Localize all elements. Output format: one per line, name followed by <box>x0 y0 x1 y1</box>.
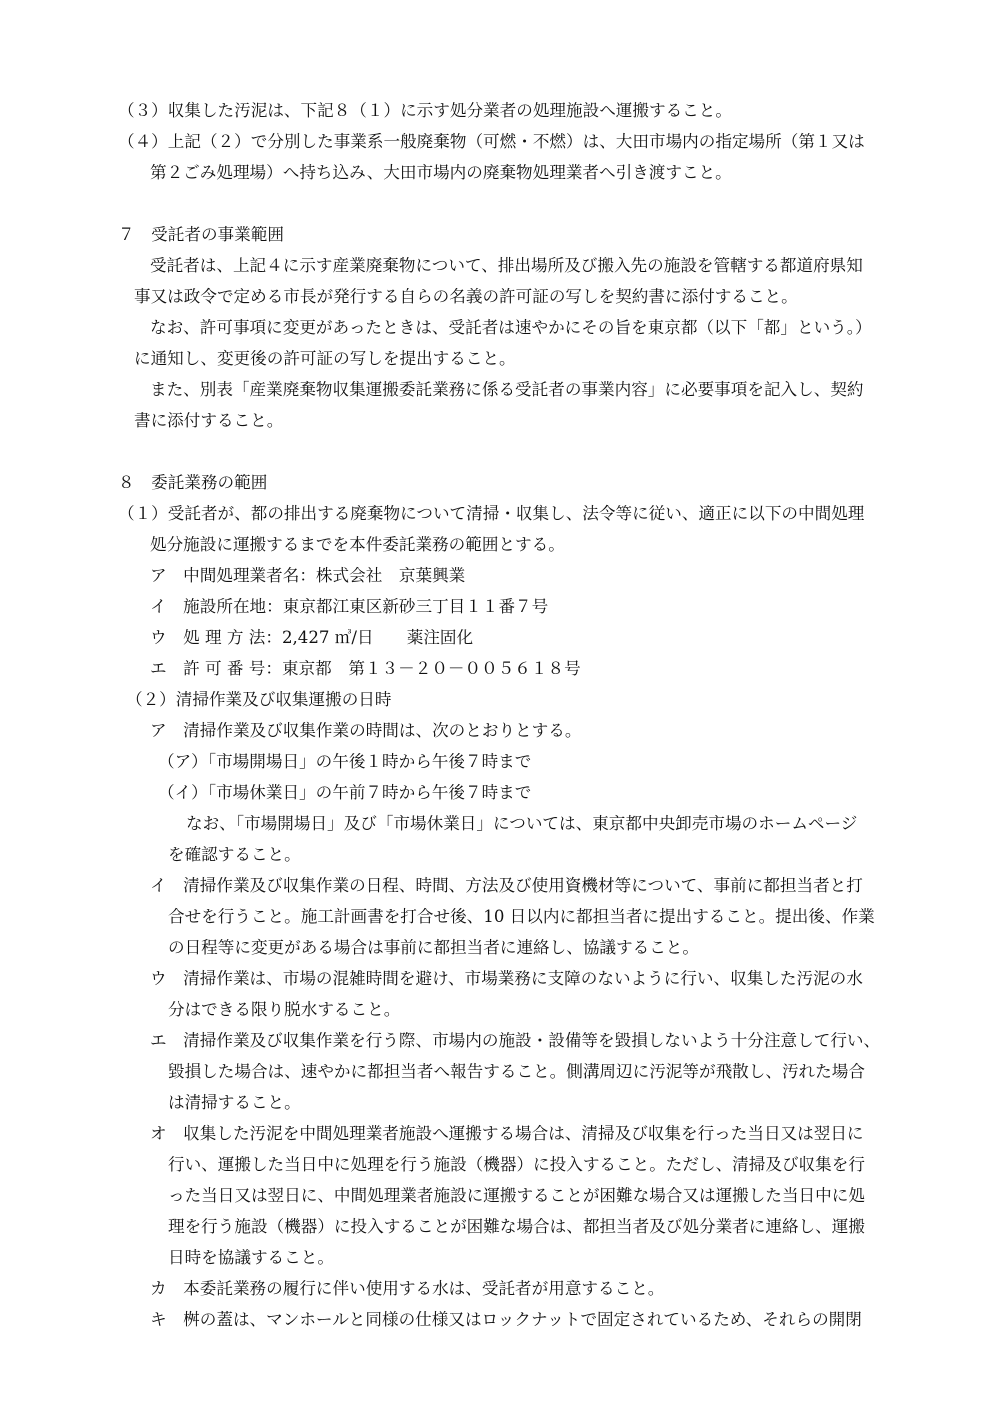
text-line: エ 清掃作業及び収集作業を行う際、市場内の施設・設備等を毀損しないよう十分注意して行い、 <box>150 1031 881 1050</box>
text-line: なお、「市場開場日」及び「市場休業日」については、東京都中央卸売市場のホームページ <box>186 814 858 833</box>
text-line: 処分施設に運搬するまでを本件委託業務の範囲とする。 <box>150 535 565 554</box>
text-line: カ 本委託業務の履行に伴い使用する水は、受託者が用意すること。 <box>150 1279 665 1298</box>
text-line: オ 収集した汚泥を中間処理業者施設へ運搬する場合は、清掃及び収集を行った当日又は翌日に <box>150 1124 864 1143</box>
text-line: キ 桝の蓋は、マンホールと同様の仕様又はロックナットで固定されているため、それらの開閉 <box>150 1310 862 1329</box>
text-line: ウ 清掃作業は、市場の混雑時間を避け、市場業務に支障のないように行い、収集した汚泥の水 <box>150 969 863 988</box>
text-line: に通知し、変更後の許可証の写しを提出すること。 <box>134 349 516 368</box>
text-line: ウ 処 理 方 法：2,427 ㎥/日 薬注固化 <box>150 628 474 647</box>
text-line: ア 清掃作業及び収集作業の時間は、次のとおりとする。 <box>150 721 582 740</box>
text-line: また、別表「産業廃棄物収集運搬委託業務に係る受託者の事業内容」に必要事項を記入し、契約 <box>150 380 864 399</box>
text-line: （４）上記（２）で分別した事業系一般廃棄物（可燃・不燃）は、大田市場内の指定場所（第１又は <box>118 132 865 151</box>
text-line: 分はできる限り脱水すること。 <box>168 1000 401 1019</box>
text-line: 日時を協議すること。 <box>168 1248 334 1267</box>
text-line: ア 中間処理業者名：株式会社 京葉興業 <box>150 566 466 585</box>
text-line: の日程等に変更がある場合は事前に都担当者に連絡し、協議すること。 <box>168 938 699 957</box>
text-line: 受託者は、上記４に示す産業廃棄物について、排出場所及び搬入先の施設を管轄する都道府県知 <box>150 256 863 275</box>
text-line: （ア）「市場開場日」の午後１時から午後７時まで <box>158 752 532 771</box>
text-line: イ 清掃作業及び収集作業の日程、時間、方法及び使用資機材等について、事前に都担当者と打 <box>150 876 863 895</box>
text-line: った当日又は翌日に、中間処理業者施設に運搬することが困難な場合又は運搬した当日中に処 <box>168 1186 865 1205</box>
text-line: （１）受託者が、都の排出する廃棄物について清掃・収集し、法令等に従い、適正に以下の中間処理 <box>118 504 865 523</box>
text-line: （３）収集した汚泥は、下記８（１）に示す処分業者の処理施設へ運搬すること。 <box>118 101 732 120</box>
text-line: エ 許 可 番 号：東京都 第１３－２０－００５６１８号 <box>150 659 581 678</box>
text-line: 毀損した場合は、速やかに都担当者へ報告すること。側溝周辺に汚泥等が飛散し、汚れた場合 <box>168 1062 865 1081</box>
text-line: 事又は政令で定める市長が発行する自らの名義の許可証の写しを契約書に添付すること。 <box>134 287 798 306</box>
text-line: （２）清掃作業及び収集運搬の日時 <box>126 690 392 709</box>
text-line: （イ）「市場休業日」の午前７時から午後７時まで <box>158 783 532 802</box>
text-line: なお、許可事項に変更があったときは、受託者は速やかにその旨を東京都（以下「都」という。） <box>150 318 872 337</box>
text-line: は清掃すること。 <box>168 1093 301 1112</box>
text-line: 理を行う施設（機器）に投入することが困難な場合は、都担当者及び処分業者に連絡し、運搬 <box>168 1217 865 1236</box>
section-heading: ８ 委託業務の範囲 <box>118 473 268 492</box>
text-line: 合せを行うこと。施工計画書を打合せ後、10 日以内に都担当者に提出すること。提出後、作業 <box>168 907 875 926</box>
text-line: 行い、運搬した当日中に処理を行う施設（機器）に投入すること。ただし、清掃及び収集を行 <box>168 1155 865 1174</box>
text-line: 書に添付すること。 <box>134 411 284 430</box>
text-line: イ 施設所在地：東京都江東区新砂三丁目１１番７号 <box>150 597 549 616</box>
text-line: を確認すること。 <box>168 845 301 864</box>
section-heading: ７ 受託者の事業範囲 <box>118 225 284 244</box>
text-line: 第２ごみ処理場）へ持ち込み、大田市場内の廃棄物処理業者へ引き渡すこと。 <box>150 163 732 182</box>
